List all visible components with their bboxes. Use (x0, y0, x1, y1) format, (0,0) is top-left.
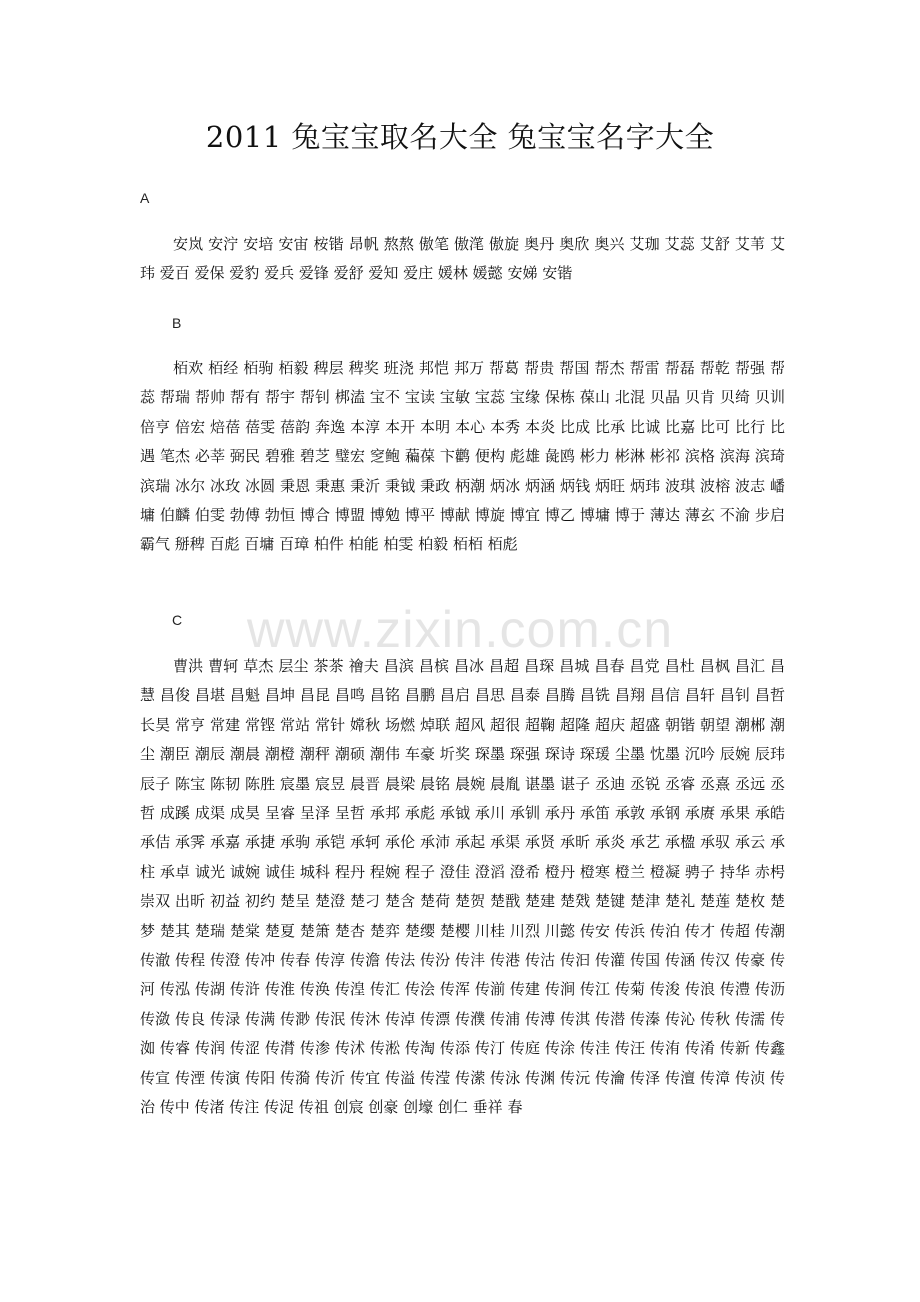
page-title: 2011 兔宝宝取名大全 兔宝宝名字大全 (205, 120, 715, 154)
section-names-b: 栢欢 栢经 栢驹 栢毅 稗层 稗奖 班浇 邦恺 邦万 帮葛 帮贵 帮国 帮杰 帮雷 帮磊 帮乾 帮强 帮蕊 帮瑞 帮帅 帮有 帮宇 帮钊 梆溘 宝不 宝读 宝敏 宝蕊 宝缘 保栋 葆山 北混 贝晶 贝肯 贝绮 贝训 倍亨 倍宏 焙蓓 蓓雯 蓓韵 奔逸 本淳 本开 本明 本心 本秀 本炎 比成 比承 比诚 比嘉 比可 比行 比遇 笔杰 必莘 弼民 碧雅 碧芝 璧宏 窆鲍 藊葆 卞鹳 便构 彪雄 彘鸥 彬力 彬淋 彬祁 滨格 滨海 滨琦 滨瑞 冰尔 冰玫 冰圆 秉恩 秉惠 秉沂 秉钺 秉政 柄潮 炳冰 炳涵 炳钱 炳旺 炳玮 波琪 波榕 波志 嶓墉 伯麟 伯雯 勃傅 勃恒 博合 博盟 博勉 博平 博献 博旋 博宜 博乙 博墉 博于 薄达 薄玄 不渝 步启 霸气 掰稗 百彪 百墉 百璋 柏件 柏能 柏雯 柏毅 栢栢 栢彪 (140, 359, 785, 554)
section-names-a: 安岚 安泞 安培 安宙 桉锴 昂帆 熬熬 傲笔 傲滗 傲旋 奥丹 奥欣 奥兴 艾珈 艾蕊 艾舒 艾苇 艾玮 爱百 爱保 爱豹 爱兵 爱锋 爱舒 爱知 爱庄 媛林 媛懿 安娣 安锴 (140, 235, 785, 283)
section-heading-b: B (172, 315, 182, 331)
section-heading-a: A (140, 190, 150, 206)
section-heading-c: C (172, 612, 183, 628)
watermark: www.zixin.com.cn (246, 601, 674, 659)
section-names-c: 曹洪 曹轲 草杰 层尘 茶茶 禬夫 昌滨 昌槟 昌冰 昌超 昌琛 昌城 昌春 昌党 昌杜 昌枫 昌汇 昌慧 昌俊 昌堪 昌魁 昌坤 昌昆 昌鸣 昌铭 昌鹏 昌启 昌思 昌泰 昌腾 昌铣 昌翔 昌信 昌轩 昌钊 昌哲 长昊 常亨 常建 常铿 常站 常针 嫦秋 场燃 焯联 超风 超很 超鞠 超隆 超庆 超盛 朝锴 朝望 潮郴 潮尘 潮臣 潮辰 潮晨 潮橙 潮秤 潮硕 潮伟 车豪 圻奖 琛墨 琛强 琛诗 琛瑗 尘墨 忱墨 沉吟 辰婉 辰玮 辰子 陈宝 陈韧 陈胜 宸墨 宸昱 晨晋 晨梁 晨铭 晨婉 晨胤 谌墨 谌子 丞迪 丞锐 丞睿 丞熹 丞远 丞哲 成蹊 成渠 成昊 呈睿 呈泽 呈哲 承邦 承彪 承钺 承川 承钏 承丹 承笛 承敦 承钢 承赓 承果 承皓 承佶 承霁 承嘉 承捷 承驹 承铠 承轲 承伦 承沛 承起 承渠 承贤 承昕 承炎 承艺 承楹 承驭 承云 承柱 承卓 诚光 诚婉 诚佳 城科 程丹 程婉 程子 澄佳 澄滔 澄希 橙丹 橙寒 橙兰 橙凝 骋子 持华 赤枵 崇双 出昕 初益 初约 楚呈 楚澄 楚刁 楚含 楚荷 楚贺 楚戬 楚建 楚戣 楚键 楚津 楚礼 楚莲 楚枚 楚梦 楚其 楚瑞 楚棠 楚夏 楚箫 楚杏 楚弈 楚缨 楚樱 川桂 川烈 川懿 传安 传浜 传泊 传才 传超 传潮 传澈 传程 传澄 传冲 传春 传淳 传澹 传法 传汾 传沣 传港 传沽 传汩 传灌 传国 传涵 传汉 传豪 传河 传泓 传湖 传浒 传淮 传涣 传湟 传汇 传浍 传浑 传湔 传建 传涧 传江 传菊 传浚 传浪 传澧 传沥 传潋 传良 传渌 传满 传渺 传泯 传沐 传淖 传漂 传濮 传浦 传溥 传淇 传潜 传溱 传沁 传秋 传濡 传洳 传睿 传润 传涩 传潸 传渗 传沭 传淞 传淘 传添 传汀 传庭 传涂 传洼 传汪 传洧 传淆 传新 传鑫 传宣 传湮 传演 传阳 传漪 传沂 传宜 传溢 传滢 传潆 传泳 传渊 传沅 传瀹 传泽 传澶 传漳 传浈 传治 传中 传渚 传注 传浞 传祖 创宸 创豪 创壕 创仁 垂祥 春 (140, 657, 785, 1117)
